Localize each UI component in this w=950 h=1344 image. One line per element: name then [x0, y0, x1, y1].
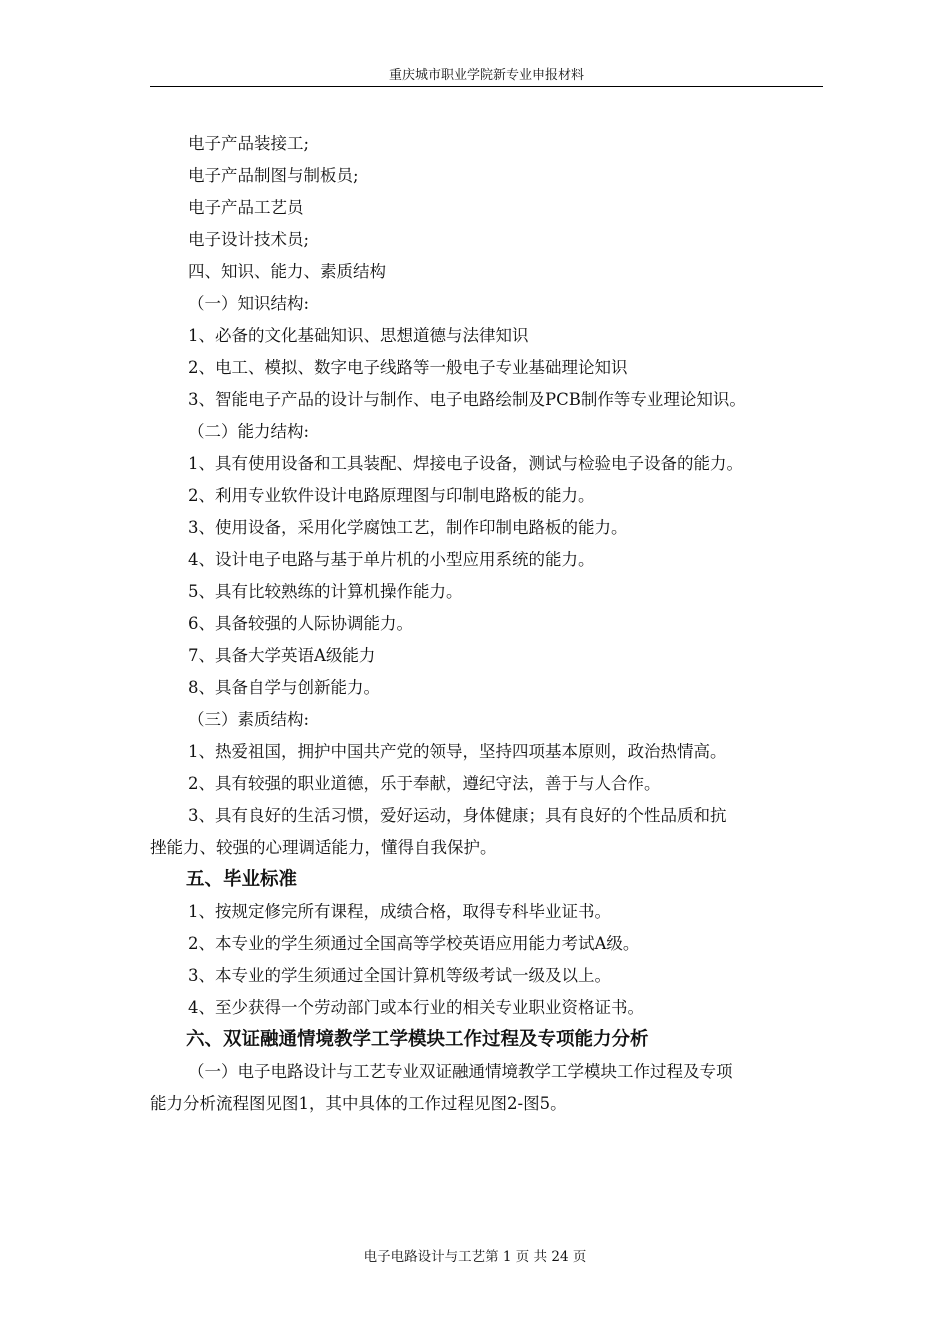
text-line: 1、热爱祖国，拥护中国共产党的领导，坚持四项基本原则，政治热情高。	[188, 742, 727, 761]
subsection-heading: （一）知识结构:	[188, 294, 310, 313]
subsection-heading: （二）能力结构:	[188, 422, 310, 441]
text-line: 2、具有较强的职业道德，乐于奉献，遵纪守法，善于与人合作。	[188, 774, 661, 793]
text-line: 5、具有比较熟练的计算机操作能力。	[188, 582, 463, 601]
text-line: 7、具备大学英语A级能力	[188, 646, 376, 665]
text-line: 2、电工、模拟、数字电子线路等一般电子专业基础理论知识	[188, 358, 628, 377]
document-body	[150, 128, 830, 1120]
text-line: 能力分析流程图见图1，其中具体的工作过程见图2-图5。	[150, 1094, 567, 1113]
list-item: 1、按规定修完所有课程，成绩合格，取得专科毕业证书。	[188, 902, 611, 921]
list-item: 3、本专业的学生须通过全国计算机等级考试一级及以上。	[188, 966, 611, 985]
text-line: 电子产品装接工;	[188, 134, 310, 153]
header-divider	[150, 86, 823, 87]
text-line: 4、设计电子电路与基于单片机的小型应用系统的能力。	[188, 550, 595, 569]
page-header: 重庆城市职业学院新专业申报材料	[388, 68, 584, 83]
text-line: 1、具有使用设备和工具装配、焊接电子设备，测试与检验电子设备的能力。	[188, 454, 743, 473]
text-line: 电子设计技术员;	[188, 230, 310, 249]
section5-heading: 五、毕业标准	[186, 869, 298, 890]
text-line: 挫能力、较强的心理调适能力，懂得自我保护。	[150, 838, 497, 857]
page-footer: 电子电路设计与工艺第 1 页 共 24 页	[363, 1249, 587, 1265]
section4-heading: 四、知识、能力、素质结构	[188, 262, 386, 281]
list-item: 4、至少获得一个劳动部门或本行业的相关专业职业资格证书。	[188, 998, 644, 1017]
section6-heading: 六、双证融通情境教学工学模块工作过程及专项能力分析	[186, 1029, 649, 1050]
text-line: 3、智能电子产品的设计与制作、电子电路绘制及PCB制作等专业理论知识。	[188, 390, 746, 409]
text-line: 3、使用设备，采用化学腐蚀工艺，制作印制电路板的能力。	[188, 518, 628, 537]
text-line: 3、具有良好的生活习惯，爱好运动，身体健康；具有良好的个性品质和抗	[188, 806, 727, 825]
text-line: 电子产品工艺员	[188, 198, 304, 217]
text-line: 电子产品制图与制板员;	[188, 166, 359, 185]
subsection-heading: （三）素质结构:	[188, 710, 310, 729]
text-line: （一）电子电路设计与工艺专业双证融通情境教学工学模块工作过程及专项	[188, 1062, 733, 1081]
text-line: 2、利用专业软件设计电路原理图与印制电路板的能力。	[188, 486, 595, 505]
text-line: 1、必备的文化基础知识、思想道德与法律知识	[188, 326, 529, 345]
text-line: 8、具备自学与创新能力。	[188, 678, 380, 697]
list-item: 2、本专业的学生须通过全国高等学校英语应用能力考试A级。	[188, 934, 640, 953]
text-line: 6、具备较强的人际协调能力。	[188, 614, 413, 633]
